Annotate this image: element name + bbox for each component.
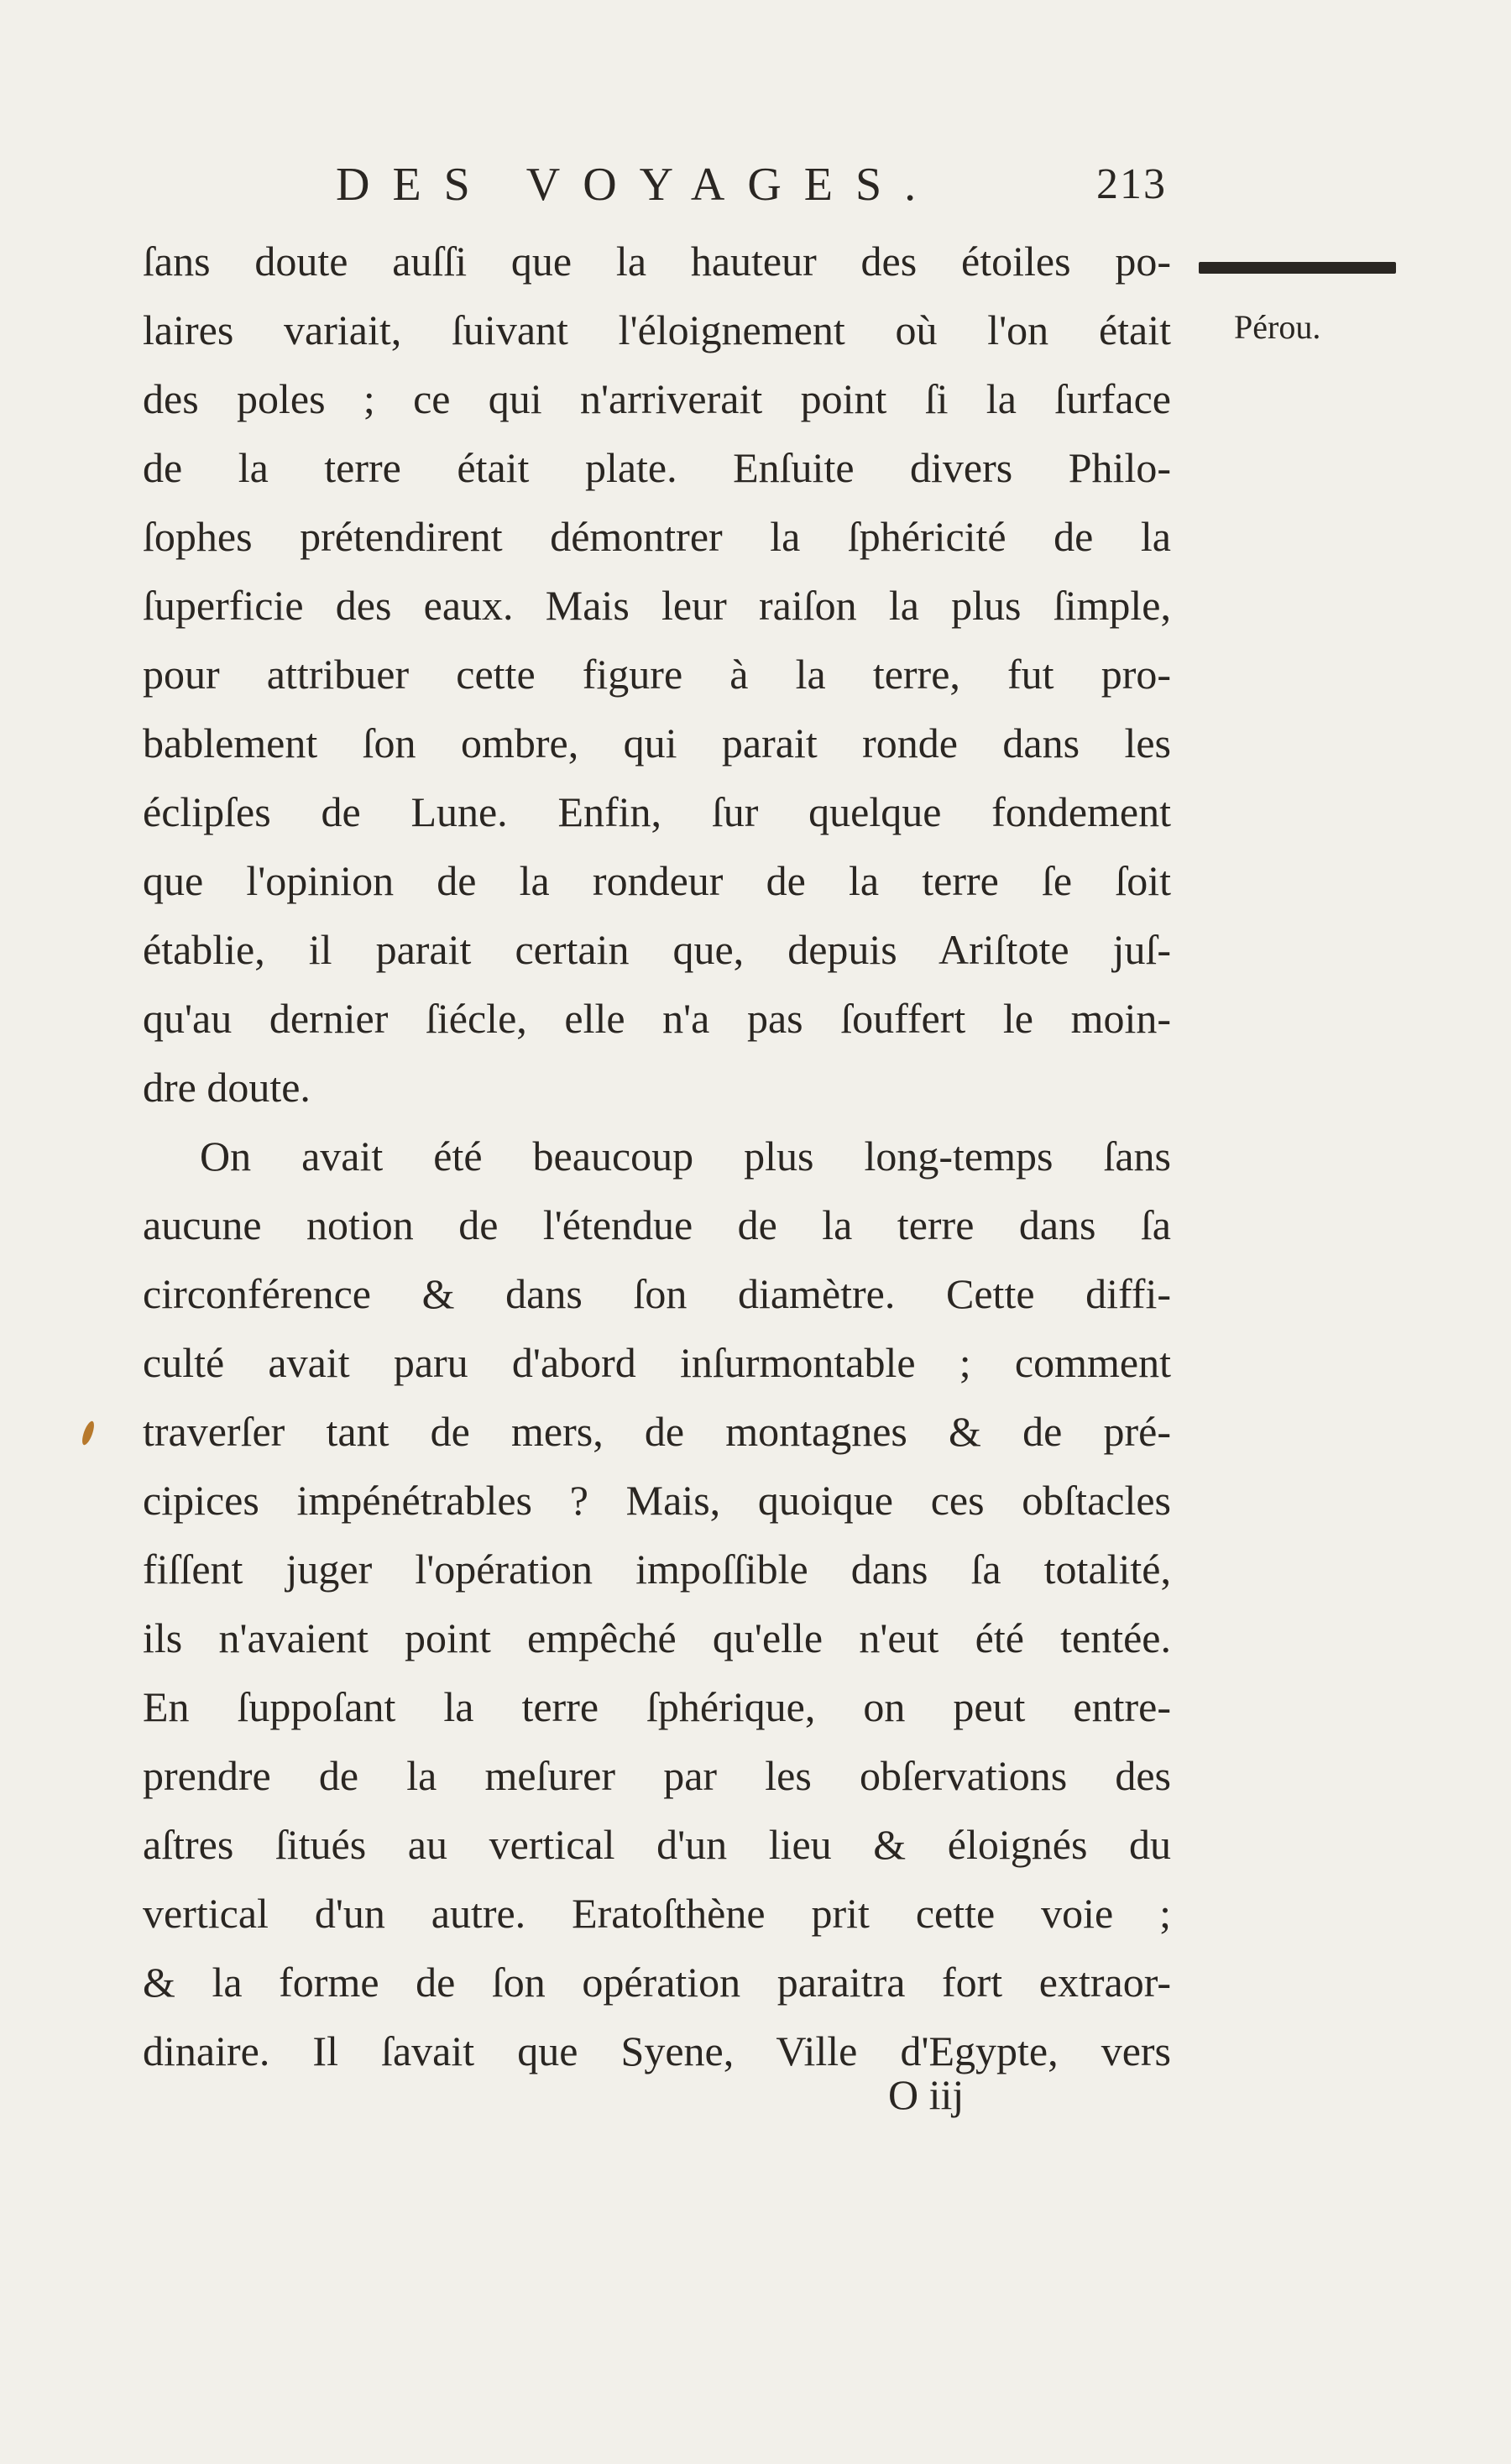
text-line: bablement ſon ombre, qui parait ronde dans les [143,719,1171,766]
margin-rule [1199,262,1396,274]
text-line: établie, il parait certain que, depuis Ariſtote juſ- [143,926,1171,973]
text-line: ils n'avaient point empêché qu'elle n'eut été tentée. [143,1614,1171,1661]
text-block [143,227,1171,2085]
text-line: aſtres ſitués au vertical d'un lieu & éloignés du [143,1821,1171,1868]
text-line: aucune notion de l'étendue de la terre dans ſa [143,1201,1171,1248]
running-title: DES VOYAGES. [336,159,939,211]
page-number: 213 [1096,160,1167,208]
text-line: cipices impénétrables ? Mais, quoique ces obſtacles [143,1477,1171,1524]
text-line: ſans doute auſſi que la hauteur des étoiles po- [143,238,1171,285]
text-line: circonférence & dans ſon diamètre. Cette diffi- [143,1270,1171,1317]
text-line: culté avait paru d'abord inſurmontable ; comment [143,1339,1171,1386]
signature-mark: O iij [888,2071,965,2118]
margin-note: Pérou. [1234,308,1321,346]
text-line: fiſſent juger l'opération impoſſible dans ſa totalité, [143,1546,1171,1593]
text-line: des poles ; ce qui n'arriverait point ſi la ſurface [143,375,1171,422]
text-line: de la terre était plate. Enſuite divers Philo- [143,444,1171,491]
text-line: que l'opinion de la rondeur de la terre ſe ſoit [143,857,1171,904]
running-head [336,151,1167,218]
text-line: pour attribuer cette figure à la terre, fut pro- [143,651,1171,698]
text-line: laires variait, ſuivant l'éloignement où l'on était [143,306,1171,353]
text-line: prendre de la meſurer par les obſervations des [143,1752,1171,1799]
text-line: ſophes prétendirent démontrer la ſphéricité de la [143,513,1171,560]
text-line: qu'au dernier ſiécle, elle n'a pas ſouffert le moin- [143,995,1171,1042]
text-line: & la forme de ſon opération paraitra fort extraor- [143,1959,1171,2006]
text-line: dinaire. Il ſavait que Syene, Ville d'Egypte, vers [143,2027,1171,2074]
text-line: En ſuppoſant la terre ſphérique, on peut entre- [143,1683,1171,1730]
paragraph-end-line: dre doute. [143,1064,311,1111]
text-line: éclipſes de Lune. Enfin, ſur quelque fondement [143,788,1171,835]
paragraph-start-line: On avait été beaucoup plus long-temps ſans [200,1133,1171,1180]
foxing-spot [80,1420,97,1446]
text-line: traverſer tant de mers, de montagnes & de pré- [143,1408,1171,1455]
text-line: vertical d'un autre. Eratoſthène prit cette voie ; [143,1890,1171,1937]
text-line: ſuperficie des eaux. Mais leur raiſon la plus ſimple, [143,582,1171,629]
